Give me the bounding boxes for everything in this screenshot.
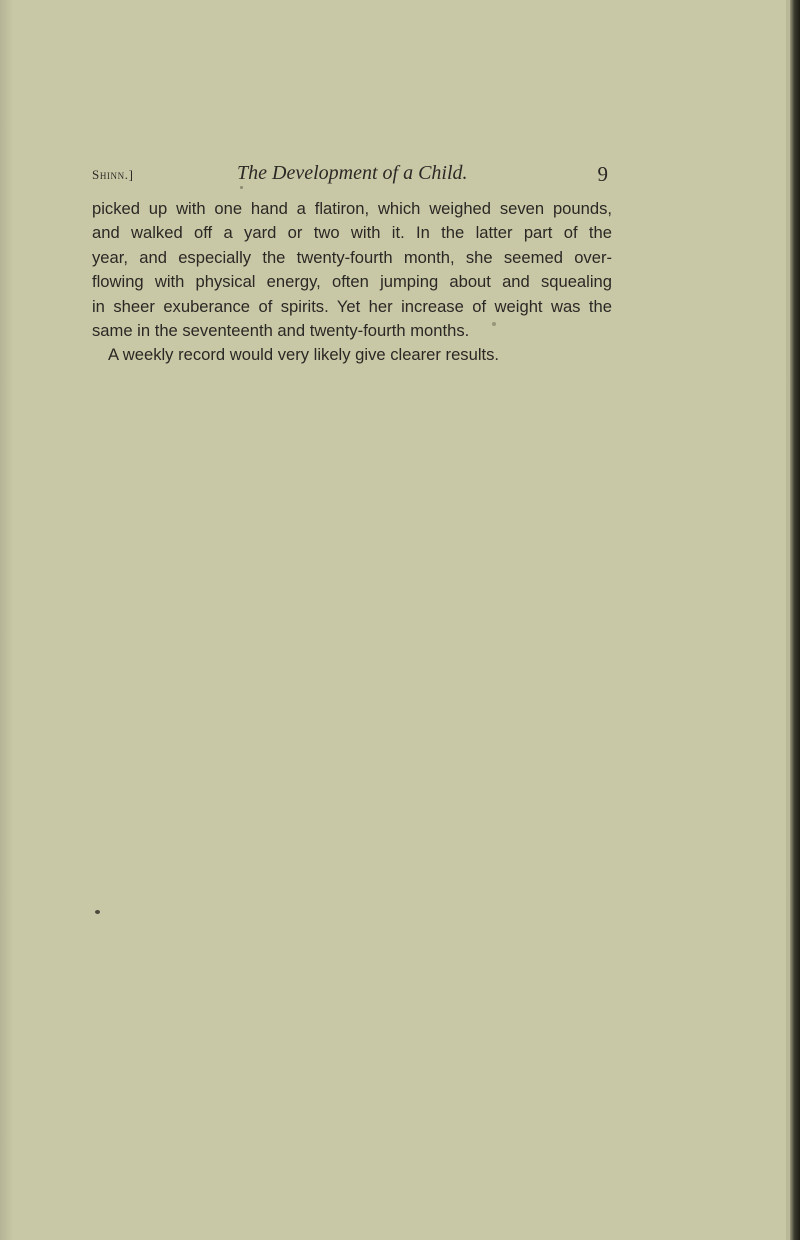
running-header: [92, 162, 608, 188]
paper-speck: [240, 186, 243, 189]
page-gutter-shadow: [0, 0, 14, 1240]
paper-speck: [492, 322, 496, 326]
page-edge: [790, 0, 800, 1240]
text-line: and walked off a yard or two with it. In the latter part of the: [92, 223, 612, 243]
paper-speck: [95, 910, 100, 914]
text-line: flowing with physical energy, often jumping about and squealing: [92, 272, 612, 292]
text-line: in sheer exuberance of spirits. Yet her increase of weight was the: [92, 296, 612, 316]
text-line: year, and especially the twenty-fourth month, she seemed over-: [92, 247, 612, 267]
text-line: same in the seventeenth and twenty-fourth months.: [92, 320, 470, 340]
body-paragraph: [92, 197, 612, 368]
text-line: picked up with one hand a flatiron, which weighed seven pounds,: [92, 199, 612, 218]
text-line: A weekly record would very likely give clearer results.: [108, 345, 500, 365]
running-head-title: The Development of a Child.: [237, 162, 468, 184]
page-number: 9: [597, 162, 608, 186]
running-head-author: Shinn.]: [92, 167, 134, 182]
